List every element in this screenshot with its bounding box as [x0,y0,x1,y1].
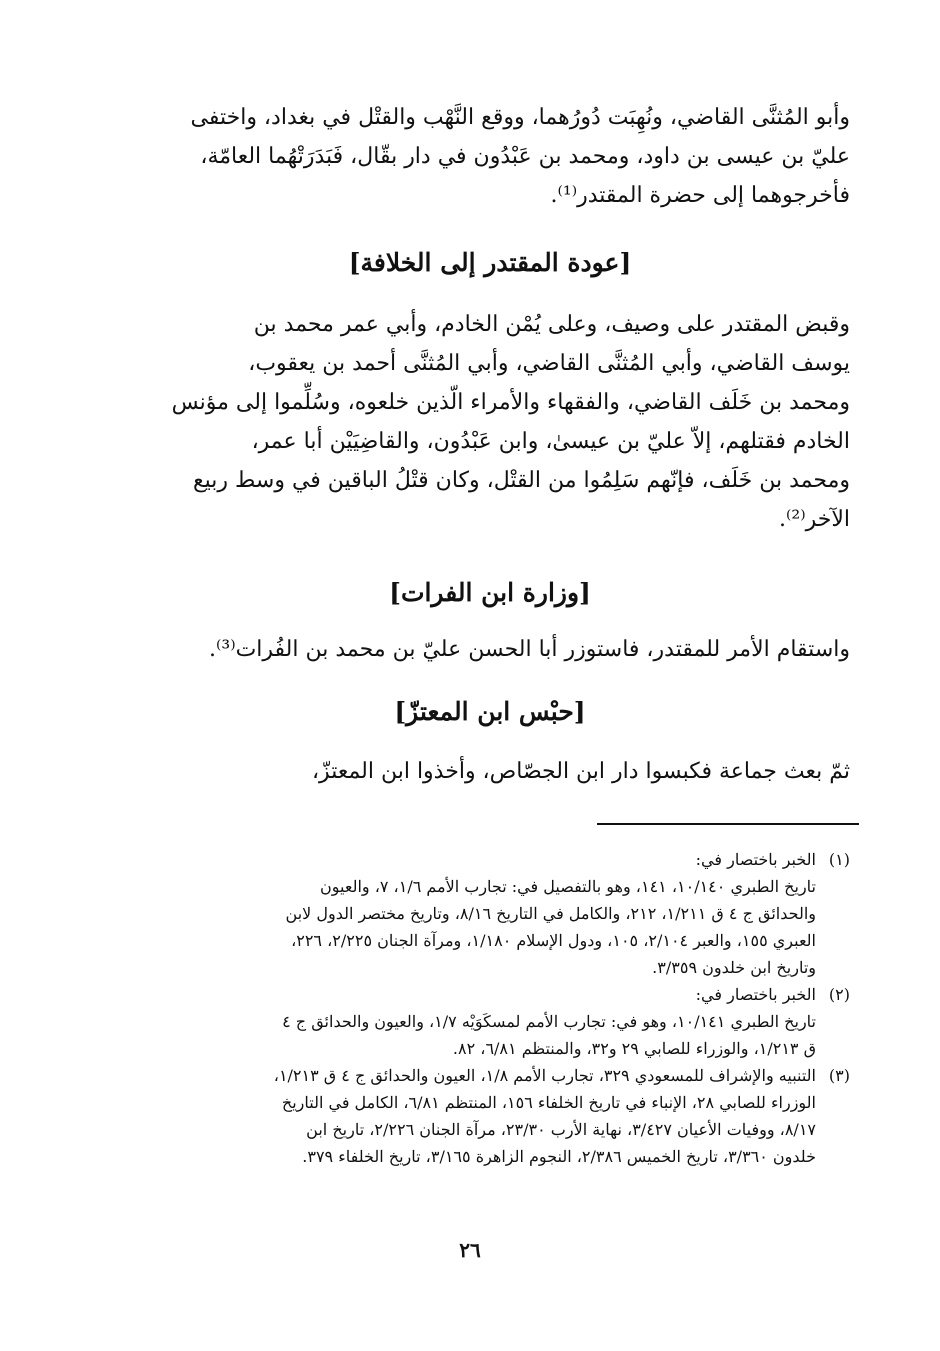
footnote-separator [597,823,859,825]
footnote-line: والحدائق ج ٤ ق ١/٢١١، ٢١٢، والكامل في التاريخ ٨/١٦، وتاريخ مختصر الدول لابن [285,904,816,923]
section-heading-return-to-caliphate: [عودة المقتدر إلى الخلافة] [348,248,632,277]
footnote-2 [130,981,850,1062]
text-line: وقبض المقتدر على وصيف، وعلى يُمْن الخادم، وأبي عمر محمد بن [253,312,850,337]
footnote-3 [130,1062,850,1170]
text-line: الخادم فقتلهم، إلاّ عليّ بن عيسىٰ، وابن عَبْدُون، والقاضِيَيْن أبا عمر، [251,429,850,454]
footnote-line: خلدون ٣/٣٦٠، تاريخ الخميس ٢/٣٨٦، النجوم الزاهرة ٣/١٦٥، تاريخ الخلفاء ٣٧٩. [302,1147,816,1166]
footnote-line: الوزراء للصابي ٢٨، الإنباء في تاريخ الخلفاء ١٥٦، المنتظم ٦/٨١، الكامل في التاريخ [281,1093,816,1112]
text-line: عليّ بن عيسى بن داود، ومحمد بن عَبْدُون في دار بقّال، فَبَدَرَتْهُما العامّة، [200,144,850,169]
paragraph-1 [130,98,850,215]
section-heading-ibn-al-furat-vizierate: [وزارة ابن الفرات] [389,578,591,607]
footnote-line: العبري ١٥٥، والعبر ٢/١٠٤، ١٠٥، ودول الإسلام ١/١٨٠، ومرآة الجنان ٢/٢٢٥، ٢٢٦، [291,931,816,950]
text-line: وأبو المُثنَّى القاضي، ونُهِبَت دُورُهما، ووقع النَّهْب والقتْل في بغداد، واختفى [190,105,850,130]
footnote-line: ق ١/٢١٣، والوزراء للصابي ٢٩ و٣٢، والمنتظم ٦/٨١، ٨٢. [452,1039,816,1058]
footnote-line: الخبر باختصار في: [695,850,816,869]
text-line: ومحمد بن خَلَف القاضي، والفقهاء والأمراء الّذين خلعوه، وسُلِّموا إلى مؤنس [171,390,850,415]
footnote-line: تاريخ الطبري ١٠/١٤١، وهو في: تجارب الأمم لمسكَوَيْه ١/٧، والعيون والحدائق ج ٤ [282,1012,816,1031]
footnote-line: تاريخ الطبري ١٠/١٤٠، ١٤١، وهو بالتفصيل في: تجارب الأمم ١/٦، ٧، والعيون [320,877,816,896]
footnote-1 [130,846,850,981]
paragraph-3 [130,630,850,669]
footnote-number: (١) [828,850,850,869]
section-heading-ibn-al-mutazz-imprisonment: [حبْس ابن المعتزّ] [394,697,586,726]
paragraph-4 [130,752,850,791]
text-line: الآخر⁽²⁾. [778,507,850,532]
footnote-number: (٣) [828,1066,850,1085]
text-line: ومحمد بن خَلَف، فإنّهم سَلِمُوا من القتْل، وكان قتْلُ الباقين في وسط ربيع [192,468,850,493]
text-line: فأخرجوهما إلى حضرة المقتدر⁽¹⁾. [550,183,850,208]
paragraph-2 [130,305,850,539]
text-line: يوسف القاضي، وأبي المُثنَّى القاضي، وأبي المُثنَّى أحمد بن يعقوب، [248,351,850,376]
text-line: ثمّ بعث جماعة فكبسوا دار ابن الجصّاص، وأخذوا ابن المعتزّ، [311,759,850,784]
text-line: واستقام الأمر للمقتدر، فاستوزر أبا الحسن عليّ بن محمد بن الفُرات⁽³⁾. [208,637,850,662]
footnote-line: وتاريخ ابن خلدون ٣/٣٥٩. [652,958,816,977]
page-number: ٢٦ [459,1238,481,1262]
footnote-number: (٢) [828,985,850,1004]
footnotes [130,846,850,1170]
footnote-line: ٨/١٧، ووفيات الأعيان ٣/٤٢٧، نهاية الأرب ٢٣/٣٠، مرآة الجنان ٢/٢٢٦، تاريخ ابن [306,1120,816,1139]
footnote-line: التنبيه والإشراف للمسعودي ٣٢٩، تجارب الأمم ١/٨، العيون والحدائق ج ٤ ق ١/٢١٣، [273,1066,816,1085]
footnote-line: الخبر باختصار في: [695,985,816,1004]
